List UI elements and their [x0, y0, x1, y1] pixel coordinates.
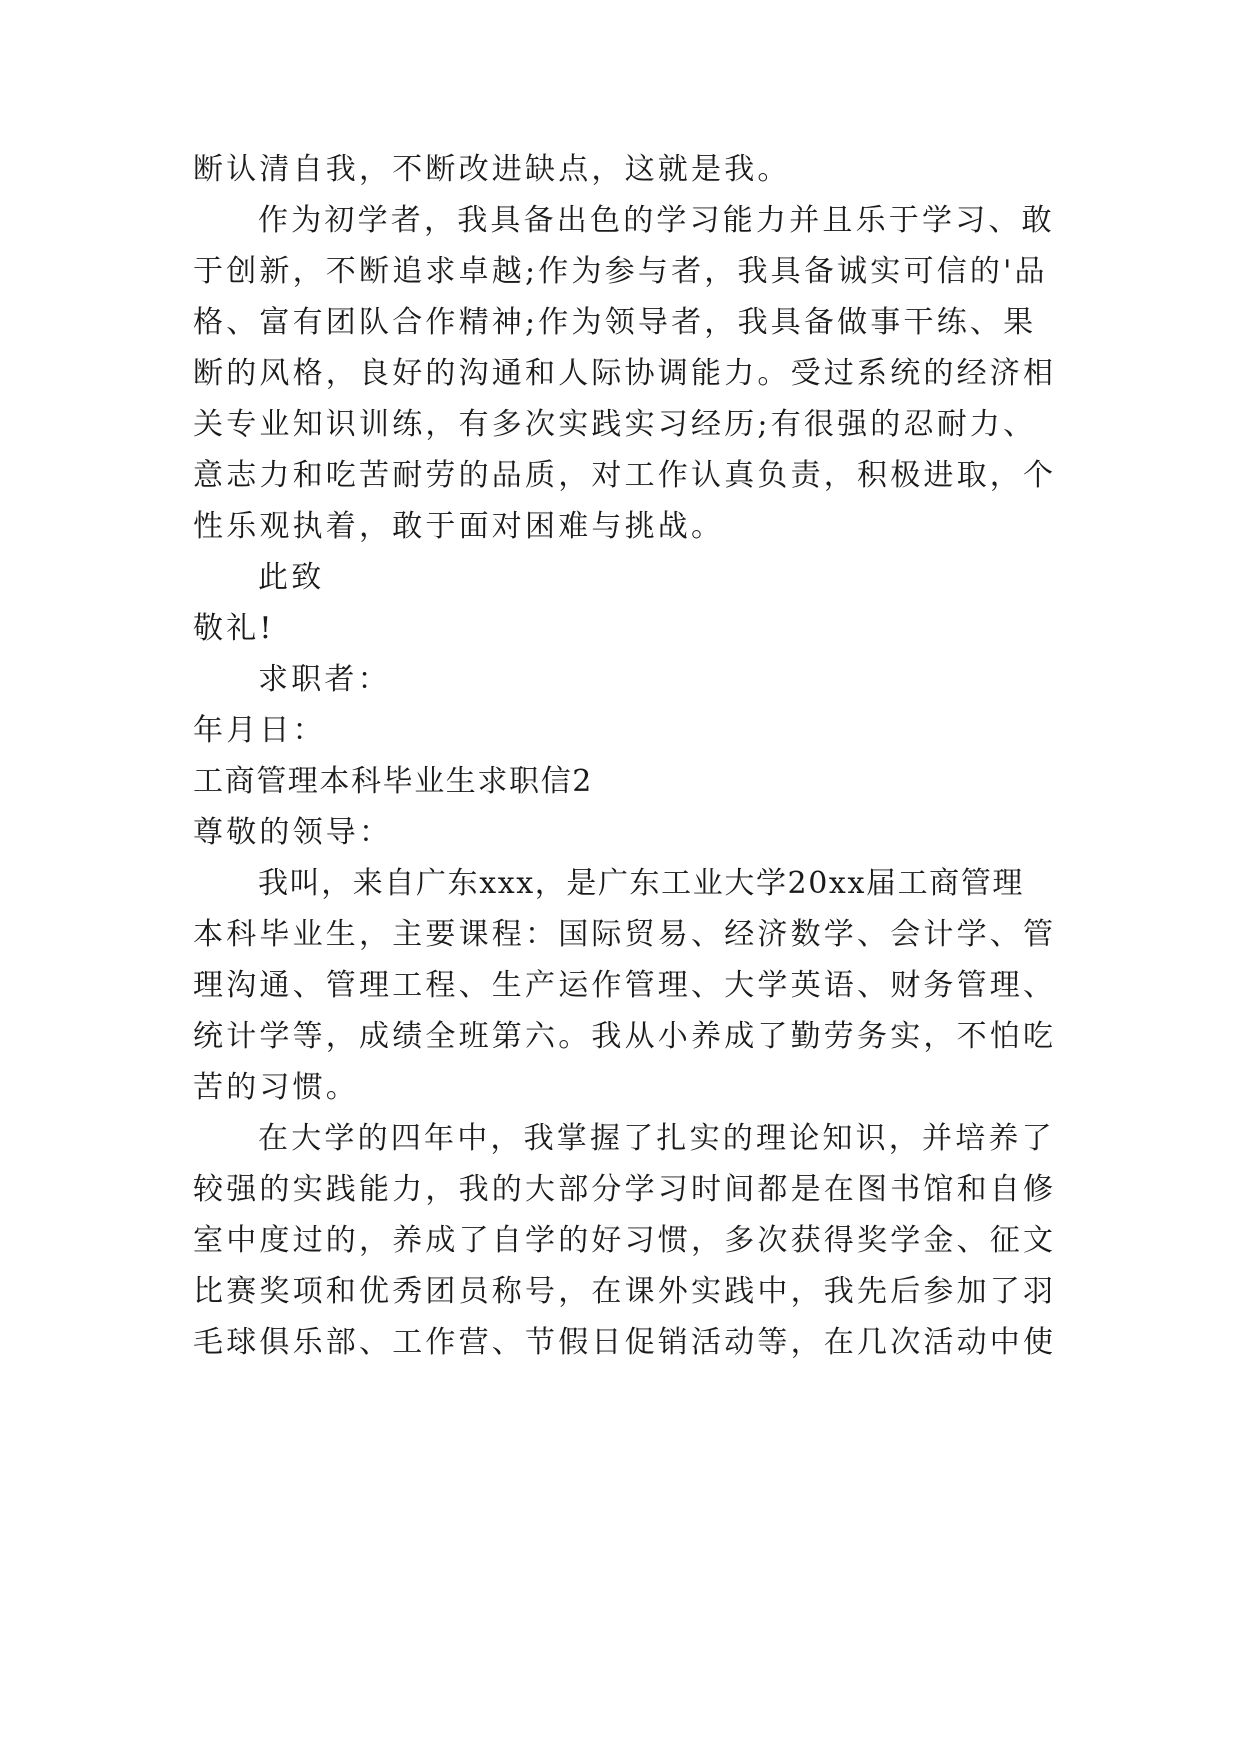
body-text-line: 我叫，来自广东xxx，是广东工业大学20xx届工商管理 — [258, 866, 1024, 901]
body-text-line: 格、富有团队合作精神;作为领导者，我具备做事干练、果 — [193, 305, 1037, 340]
date-label: 年月日： — [193, 713, 326, 748]
body-text-line: 毛球俱乐部、工作营、节假日促销活动等，在几次活动中使 — [193, 1325, 1057, 1360]
closing-regards: 敬礼! — [193, 611, 275, 646]
body-text-line: 比赛奖项和优秀团员称号，在课外实践中，我先后参加了羽 — [193, 1274, 1057, 1309]
body-text-line: 断的风格，良好的沟通和人际协调能力。受过系统的经济相 — [193, 356, 1057, 391]
body-text-line: 理沟通、管理工程、生产运作管理、大学英语、财务管理、 — [193, 968, 1057, 1003]
section-title: 工商管理本科毕业生求职信2 — [193, 764, 593, 799]
signature-label: 求职者： — [258, 662, 391, 697]
body-text-line: 性乐观执着，敢于面对困难与挑战。 — [193, 509, 725, 544]
body-text-line: 于创新，不断追求卓越;作为参与者，我具备诚实可信的'品 — [193, 254, 1048, 289]
body-text-line: 室中度过的，养成了自学的好习惯，多次获得奖学金、征文 — [193, 1223, 1057, 1258]
body-text-line: 统计学等，成绩全班第六。我从小养成了勤劳务实，不怕吃 — [193, 1019, 1057, 1054]
body-text-line: 苦的习惯。 — [193, 1070, 359, 1105]
body-text-line: 在大学的四年中，我掌握了扎实的理论知识，并培养了 — [258, 1121, 1055, 1156]
body-text-line: 意志力和吃苦耐劳的品质，对工作认真负责，积极进取，个 — [193, 458, 1057, 493]
body-text-line: 作为初学者，我具备出色的学习能力并且乐于学习、敢 — [258, 203, 1055, 238]
body-text-line: 关专业知识训练，有多次实践实习经历;有很强的忍耐力、 — [193, 407, 1037, 442]
greeting: 尊敬的领导： — [193, 815, 393, 850]
body-text-line: 断认清自我，不断改进缺点，这就是我。 — [193, 152, 791, 187]
body-text-line: 本科毕业生，主要课程：国际贸易、经济数学、会计学、管 — [193, 917, 1057, 952]
body-text-line: 较强的实践能力，我的大部分学习时间都是在图书馆和自修 — [193, 1172, 1057, 1207]
closing-salutation: 此致 — [258, 560, 325, 595]
